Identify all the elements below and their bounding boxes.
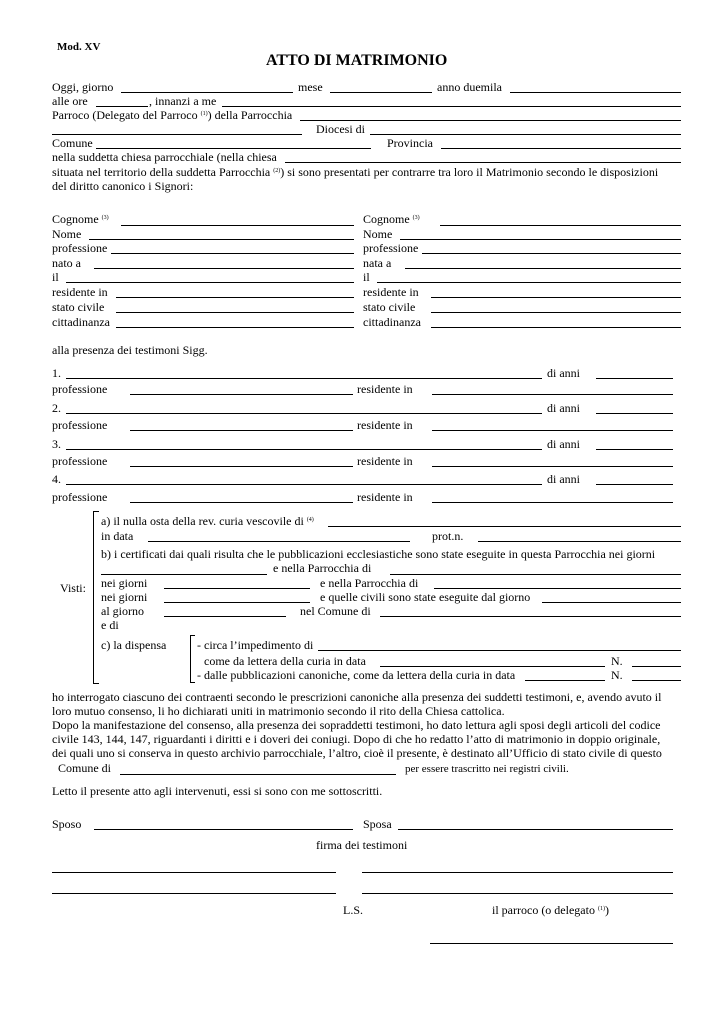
testimone-3-signature-field[interactable]: [52, 893, 336, 894]
testimone-3-res-field[interactable]: [432, 466, 673, 467]
testimone-4-anni-field[interactable]: [596, 484, 673, 485]
letto-text: Letto il presente atto agli intervenuti, essi si sono con me sottoscritti.: [52, 784, 383, 798]
testimone-4-prof-label: professione: [52, 490, 108, 504]
testimone-4-anni-label: di anni: [547, 472, 580, 486]
sposa-nome-field[interactable]: [400, 239, 681, 240]
nel-comune-label: nel Comune di: [300, 604, 371, 618]
testimoni-intro: alla presenza dei testimoni Sigg.: [52, 343, 208, 357]
sposo-nome-field[interactable]: [89, 239, 354, 240]
innanzi-label: , innanzi a me: [149, 94, 217, 108]
testimone-2-prof-label: professione: [52, 418, 108, 432]
comune-di-label: Comune di: [58, 761, 111, 775]
situata-line: situata nel territorio della suddetta Parrocchia $^{(2)}$) si sono presentati per contrarre tra loro il Matrimonio secondo le disposizioni: [52, 165, 659, 179]
sposa-cognome-field[interactable]: [440, 225, 681, 226]
trascritto-text: per essere trascritto nei registri civili.: [405, 763, 569, 775]
sposa-nata-field[interactable]: [405, 268, 681, 269]
testimone-1-num: 1.: [52, 366, 61, 380]
visti-a-label: a) il nulla osta della rev. curia vescovile di $^{(4)}$: [101, 514, 314, 528]
sposa-professione-label: professione: [363, 241, 419, 255]
mese-label: mese: [298, 80, 323, 94]
testimone-3-res-label: residente in: [357, 454, 413, 468]
sposo-residente-label: residente in: [52, 285, 108, 299]
testimone-2-num: 2.: [52, 401, 61, 415]
giorno-field[interactable]: [121, 92, 293, 93]
curia-field[interactable]: [328, 526, 681, 527]
oggi-giorno-label: Oggi, giorno: [52, 80, 114, 94]
diritto-line: del diritto canonico i Signori:: [52, 179, 194, 193]
testimone-2-prof-field[interactable]: [130, 430, 353, 431]
sposo-nato-label: nato a: [52, 256, 81, 270]
testimone-3-prof-field[interactable]: [130, 466, 353, 467]
sposo-cognome-label: Cognome $^{(3)}$: [52, 212, 109, 226]
testimone-1-res-field[interactable]: [432, 394, 673, 395]
nel-comune-field[interactable]: [380, 616, 681, 617]
testimone-4-res-field[interactable]: [432, 502, 673, 503]
ls-label: L.S.: [343, 903, 364, 917]
parrocchia-2-field[interactable]: [390, 574, 681, 575]
parrocchia-3-field[interactable]: [434, 588, 681, 589]
dispensa-label: c) la dispensa: [101, 638, 167, 652]
testimone-2-name-field[interactable]: [66, 413, 542, 414]
ore-field[interactable]: [96, 106, 148, 107]
testimone-4-name-field[interactable]: [66, 484, 542, 485]
sposo-cittadinanza-label: cittadinanza: [52, 315, 110, 329]
al-giorno-label: al giorno: [101, 604, 144, 618]
parrocchia-2-label: e nella Parrocchia di: [273, 561, 372, 575]
parroco-signature-field[interactable]: [430, 943, 673, 944]
curia-data-field[interactable]: [148, 541, 410, 542]
alle-ore-label: alle ore: [52, 94, 88, 108]
dalle-label: - dalle pubblicazioni canoniche, come da lettera della curia in data: [197, 668, 516, 682]
diocesi-field[interactable]: [370, 134, 681, 135]
testimone-2-signature-field[interactable]: [362, 872, 673, 873]
anno-label: anno duemila: [437, 80, 502, 94]
testimone-1-prof-label: professione: [52, 382, 108, 396]
parrocchia-field-2[interactable]: [52, 134, 302, 135]
mese-field[interactable]: [330, 92, 432, 93]
dispensa-bracket: [190, 635, 195, 683]
sposa-professione-field[interactable]: [422, 253, 681, 254]
sposa-residente-field[interactable]: [431, 297, 681, 298]
nei-giorni-2-label: nei giorni: [101, 590, 148, 604]
visti-b-label: b) i certificati dai quali risulta che le pubblicazioni ecclesiastiche sono state eseguite in questa Parrocchia nei giorni: [101, 547, 656, 561]
impedimento-field[interactable]: [318, 650, 681, 651]
comune-field[interactable]: [96, 148, 371, 149]
prot-label: prot.n.: [432, 529, 464, 543]
testimone-1-name-field[interactable]: [66, 378, 542, 379]
body-p1a: ho interrogato ciascuno dei contraenti secondo le prescrizioni canoniche alla presenza dei suddetti testimoni, e, avendo avuto il: [52, 690, 662, 704]
al-giorno-field[interactable]: [164, 616, 286, 617]
sposa-cittadinanza-label: cittadinanza: [363, 315, 421, 329]
sposa-nata-label: nata a: [363, 256, 392, 270]
testimone-2-res-field[interactable]: [432, 430, 673, 431]
body-p2b: civile 143, 144, 147, riguardanti i diritti e i doveri dei coniugi. Dopo di che ho redatto l’atto di matrimonio in doppio originale,: [52, 732, 661, 746]
circa-label: - circa l’impedimento di: [197, 638, 314, 652]
sposo-sign-label: Sposo: [52, 817, 82, 831]
page-title: ATTO DI MATRIMONIO: [266, 52, 448, 69]
sposo-residente-field[interactable]: [116, 297, 354, 298]
testimone-2-res-label: residente in: [357, 418, 413, 432]
body-p2a: Dopo la manifestazione del consenso, alla presenza dei sopraddetti testimoni, ho dato lettura agli sposi degli articoli del codice: [52, 718, 661, 732]
form-code: Mod. XV: [57, 41, 101, 53]
innanzi-field[interactable]: [222, 106, 681, 107]
nei-giorni-1-field[interactable]: [164, 588, 310, 589]
chiesa-field[interactable]: [285, 162, 681, 163]
parrocchia-3-label: e nella Parrocchia di: [320, 576, 419, 590]
visti-label: Visti:: [60, 581, 86, 595]
sposo-stato-label: stato civile: [52, 300, 105, 314]
testimone-1-prof-field[interactable]: [130, 394, 353, 395]
sposa-signature-field[interactable]: [398, 829, 673, 830]
sposo-cittadinanza-field[interactable]: [116, 327, 354, 328]
sposo-nato-field[interactable]: [94, 268, 354, 269]
testimone-2-anni-label: di anni: [547, 401, 580, 415]
diocesi-label: Diocesi di: [316, 122, 365, 136]
provincia-label: Provincia: [387, 136, 433, 150]
testimone-4-res-label: residente in: [357, 490, 413, 504]
prot-field[interactable]: [478, 541, 681, 542]
comune-label: Comune: [52, 136, 93, 150]
nei-giorni-1-label: nei giorni: [101, 576, 148, 590]
sposa-nome-label: Nome: [363, 227, 393, 241]
sposo-il-field[interactable]: [66, 282, 354, 283]
testimone-3-anni-label: di anni: [547, 437, 580, 451]
sposo-cognome-field[interactable]: [121, 225, 354, 226]
chiesa-label: nella suddetta chiesa parrocchiale (nella chiesa: [52, 150, 277, 164]
testimone-2-anni-field[interactable]: [596, 413, 673, 414]
lettera-curia-label: come da lettera della curia in data: [204, 654, 366, 668]
testimone-1-signature-field[interactable]: [52, 872, 336, 873]
sposa-il-field[interactable]: [377, 282, 681, 283]
n2-field[interactable]: [632, 680, 681, 681]
testimone-4-prof-field[interactable]: [130, 502, 353, 503]
parroco-label: Parroco (Delegato del Parroco $^{(1)}$) della Parrocchia: [52, 108, 293, 122]
e-di-label: e di: [101, 618, 119, 632]
parrocchia-field[interactable]: [300, 120, 681, 121]
testimone-3-name-field[interactable]: [66, 449, 542, 450]
sposa-cognome-label: Cognome $^{(3)}$: [363, 212, 420, 226]
visti-a-data-label: in data: [101, 529, 134, 543]
sposo-stato-field[interactable]: [116, 312, 354, 313]
sposa-sign-label: Sposa: [363, 817, 392, 831]
sposa-stato-field[interactable]: [431, 312, 681, 313]
testimone-3-num: 3.: [52, 437, 61, 451]
testimone-1-res-label: residente in: [357, 382, 413, 396]
civili-field[interactable]: [542, 602, 681, 603]
testimone-1-anni-label: di anni: [547, 366, 580, 380]
testimone-3-prof-label: professione: [52, 454, 108, 468]
testimone-4-signature-field[interactable]: [362, 893, 673, 894]
visti-bracket: [93, 511, 99, 684]
nei-giorni-2-field[interactable]: [164, 602, 310, 603]
lettera-curia-data-field[interactable]: [380, 666, 605, 667]
comune-di-field[interactable]: [120, 774, 396, 775]
parroco-sign-label: il parroco (o delegato $^{(1)}$): [492, 903, 609, 917]
n1-label: N.: [611, 654, 623, 668]
testimone-4-num: 4.: [52, 472, 61, 486]
n2-label: N.: [611, 668, 623, 682]
civili-label: e quelle civili sono state eseguite dal giorno: [320, 590, 531, 604]
testimone-1-anni-field[interactable]: [596, 378, 673, 379]
pubbl-data-field[interactable]: [525, 680, 605, 681]
sposo-professione-field[interactable]: [111, 253, 354, 254]
sposa-cittadinanza-field[interactable]: [431, 327, 681, 328]
body-p1b: loro mutuo consenso, li ho dichiarati uniti in matrimonio secondo il rito della Chiesa cattolica.: [52, 704, 505, 718]
body-p2c: dei quali uno si conserva in questo archivio parrocchiale, l’altro, cioè il presente, è destinato all’Ufficio di stato civile di questo: [52, 746, 662, 760]
sposo-professione-label: professione: [52, 241, 108, 255]
n1-field[interactable]: [632, 666, 681, 667]
pubbl-giorni-field[interactable]: [101, 574, 267, 575]
testimone-3-anni-field[interactable]: [596, 449, 673, 450]
sposa-stato-label: stato civile: [363, 300, 416, 314]
sposa-il-label: il: [363, 270, 370, 284]
provincia-field[interactable]: [441, 148, 681, 149]
anno-field[interactable]: [510, 92, 681, 93]
sposo-il-label: il: [52, 270, 59, 284]
sposo-nome-label: Nome: [52, 227, 82, 241]
sposo-signature-field[interactable]: [94, 829, 353, 830]
firma-testimoni-label: firma dei testimoni: [316, 838, 408, 852]
sposa-residente-label: residente in: [363, 285, 419, 299]
